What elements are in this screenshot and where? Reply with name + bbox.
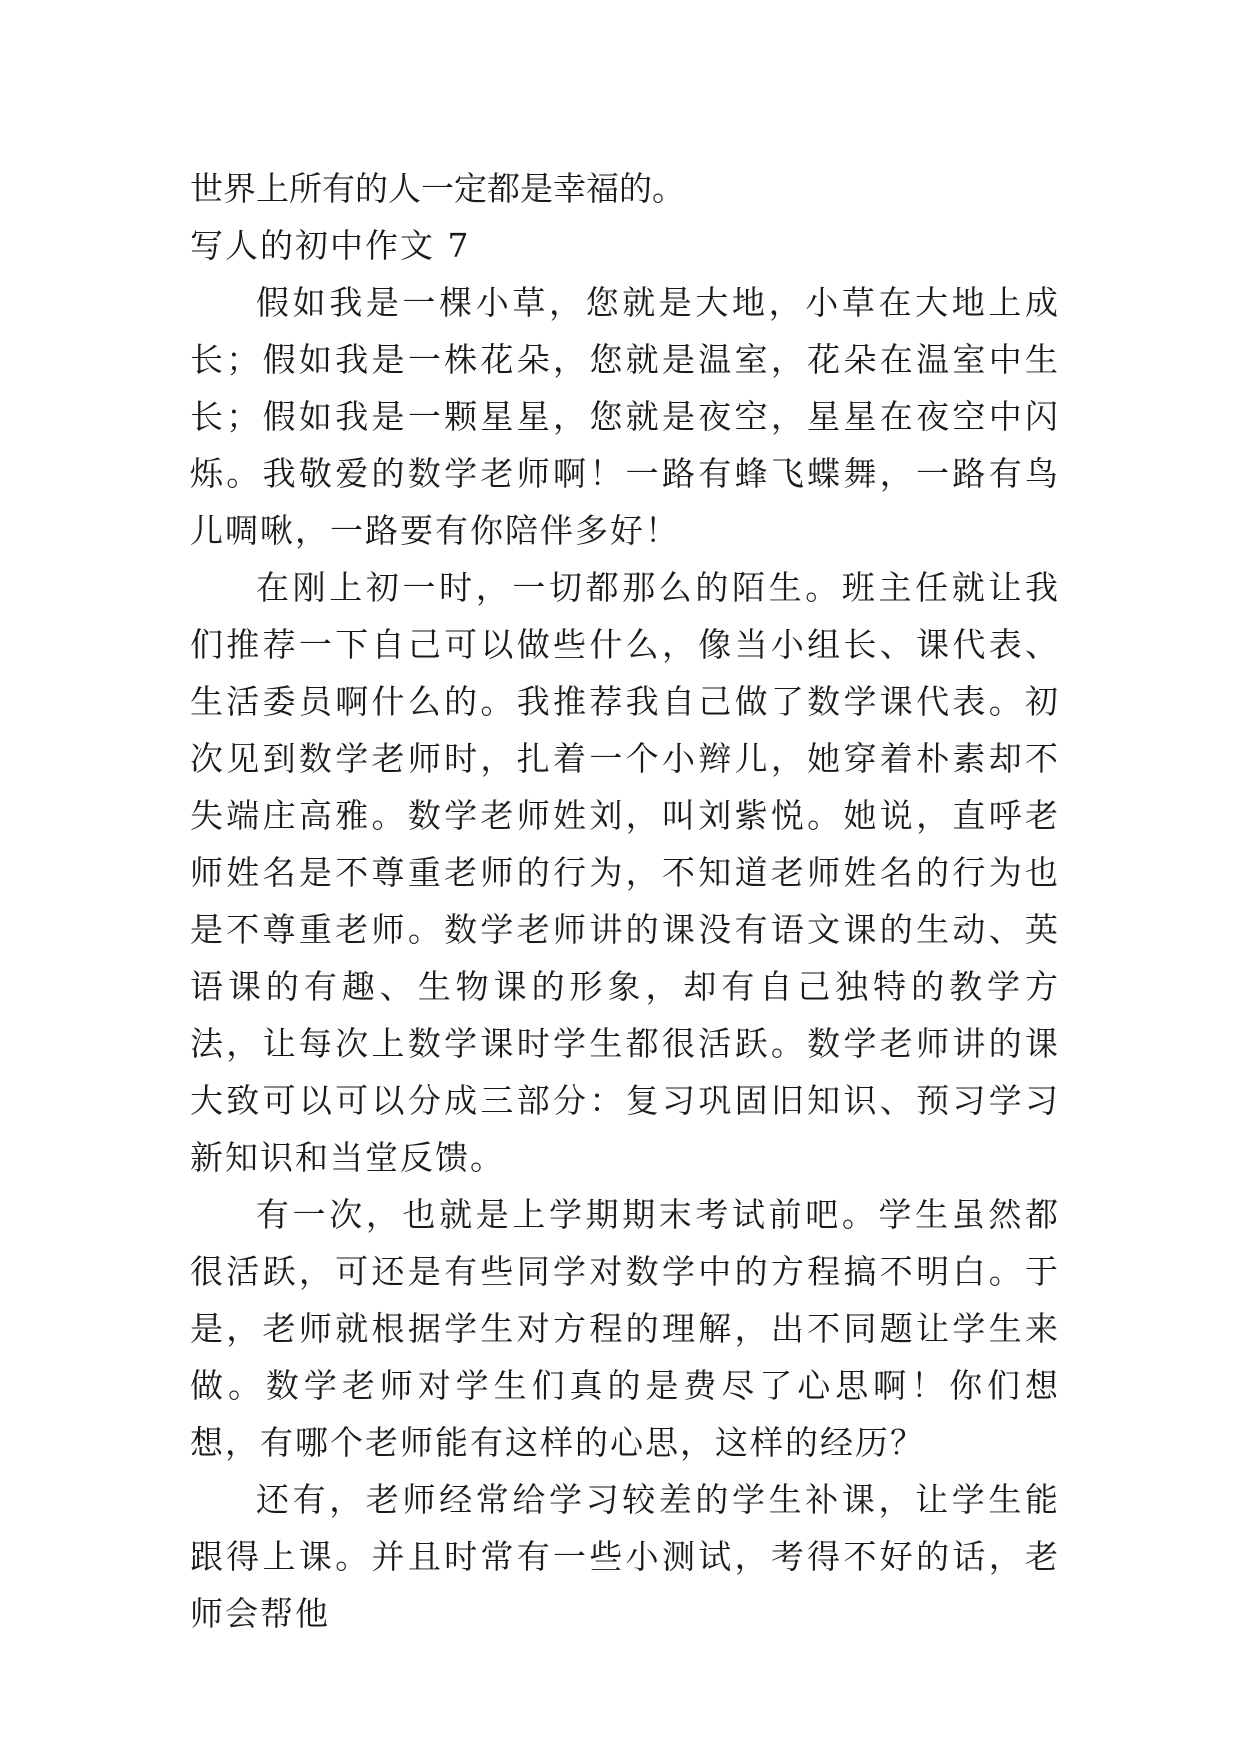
paragraph-4: 还有，老师经常给学习较差的学生补课，让学生能跟得上课。并且时常有一些小测试，考得不好的话，老师会帮他 [190,1480,1060,1633]
continuation-line: 世界上所有的人一定都是幸福的。 [190,169,685,208]
paragraph-3: 有一次，也就是上学期期末考试前吧。学生虽然都很活跃，可还是有些同学对数学中的方程搞不明白。于是，老师就根据学生对方程的理解，出不同题让学生来做。数学老师对学生们真的是费尽了心思啊！你们想想，有哪个老师能有这样的心思，这样的经历？ [190,1195,1060,1462]
essay-heading: 写人的初中作文 7 [190,226,471,265]
paragraph-2: 在刚上初一时，一切都那么的陌生。班主任就让我们推荐一下自己可以做些什么，像当小组长、课代表、生活委员啊什么的。我推荐我自己做了数学课代表。初次见到数学老师时，扎着一个小辫儿，她穿着朴素却不失端庄高雅。数学老师姓刘，叫刘紫悦。她说，直呼老师姓名是不尊重老师的行为，不知道老师姓名的行为也是不尊重老师。数学老师讲的课没有语文课的生动、英语课的有趣、生物课的形象，却有自己独特的教学方法，让每次上数学课时学生都很活跃。数学老师讲的课大致可以可以分成三部分：复习巩固旧知识、预习学习新知识和当堂反馈。 [190,568,1060,1177]
document-body [190,160,1060,1642]
paragraph-1: 假如我是一棵小草，您就是大地，小草在大地上成长；假如我是一株花朵，您就是温室，花朵在温室中生长；假如我是一颗星星，您就是夜空，星星在夜空中闪烁。我敬爱的数学老师啊！一路有蜂飞蝶舞，一路有鸟儿啁啾，一路要有你陪伴多好！ [190,283,1060,550]
